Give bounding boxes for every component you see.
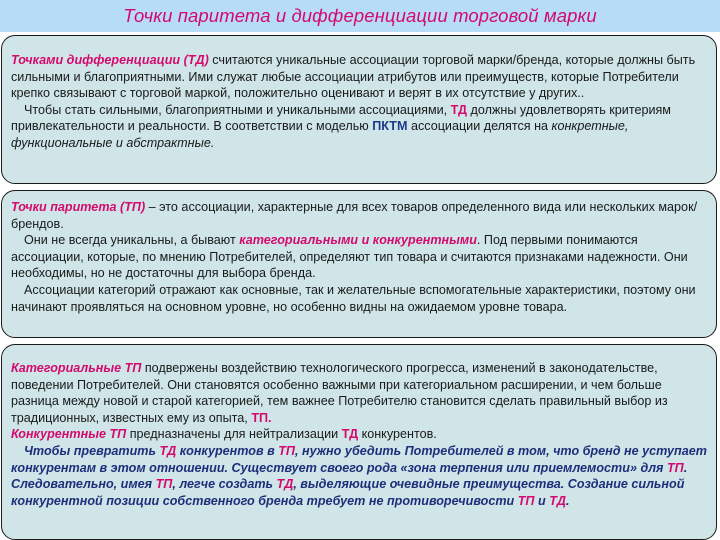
term-competitive: Конкурентные ТП — [11, 427, 127, 442]
panel-differentiation-points — [1, 35, 717, 184]
abbr-td: ТД — [450, 102, 468, 117]
parity-definition: Точки паритета (ТП) – это ассоциации, характерные для всех товаров определенного вида или нескольких марок/брендов. — [11, 200, 698, 231]
title-bar — [0, 0, 720, 32]
term-parity: Точки паритета (ТП) — [11, 200, 146, 214]
term-differentiation: Точками дифференциации (ТД) — [11, 53, 209, 67]
competitive-note: Чтобы превратить ТД конкурентов в ТП, нужно убедить Потребителей в том, что бренд не уступает конкурентам в этом отношении. Существует своего рода «зона терпения или приемлемости» для ТП. Следовательно, имея ТП, легче создать ТД, выделяющие очевидные преимущества. Создание сильной конкурентной позиции собственного бренда требует не противоречивости ТП и ТД. — [11, 443, 707, 508]
differentiation-definition: Точками дифференциации (ТД) считаются уникальные ассоциации торговой марки/бренда, которые должны быть сильными и благоприятными. Ими служат любые ассоциации атрибутов или преимуществ, которые Потребители крепко связывают с торговой маркой, положительно оценивают и верят в их отсутствие у других.. — [11, 53, 696, 101]
parity-category-associations: Ассоциации категорий отражают как основные, так и желательные вспомогательные характеристики, поэтому они начинают проявляться на основном уровне, но особенно видны на ожидаемом уровне товара. — [11, 282, 696, 314]
panel-parity-points — [1, 190, 717, 338]
competitive-parity: Конкурентные ТП предназначены для нейтрализации ТД конкурентов. — [11, 427, 437, 442]
page-title: Точки паритета и дифференциации торговой марки — [123, 5, 597, 26]
abbr-pktm: ПКТМ — [372, 119, 408, 134]
panel-parity-types — [1, 344, 717, 540]
association-types: конкретные, функциональные и абстрактные. — [11, 119, 629, 150]
differentiation-criteria: Чтобы стать сильными, благоприятными и уникальными ассоциациями, ТД должны удовлетворять критериям привлекательности и реальности. В соответствии с моделью ПКТМ ассоциации делятся на конкретные, функциональные и абстрактные. — [11, 102, 671, 150]
parity-kinds-highlight: категориальными и конкурентными — [239, 233, 477, 248]
categorical-parity: Категориальные ТП подвержены воздействию технологического прогресса, изменений в законодательстве, поведении Потребителей. Они становятся особенно важными при категориальном расширении, и чем больше разница между новой и старой категорией, тем важнее Потребителю становится сделать правильный выбор из традиционных, известных ему из опыта, ТП. — [11, 361, 668, 425]
parity-kinds: Они не всегда уникальны, а бывают категориальными и конкурентными. Под первыми понимаются ассоциации, которые, по мнению Потребителей, определяют тип товара и считаются признаками надежности. Они необходимы, но не достаточны для выбора бренда. — [11, 233, 688, 281]
term-categorical: Категориальные ТП — [11, 361, 142, 375]
